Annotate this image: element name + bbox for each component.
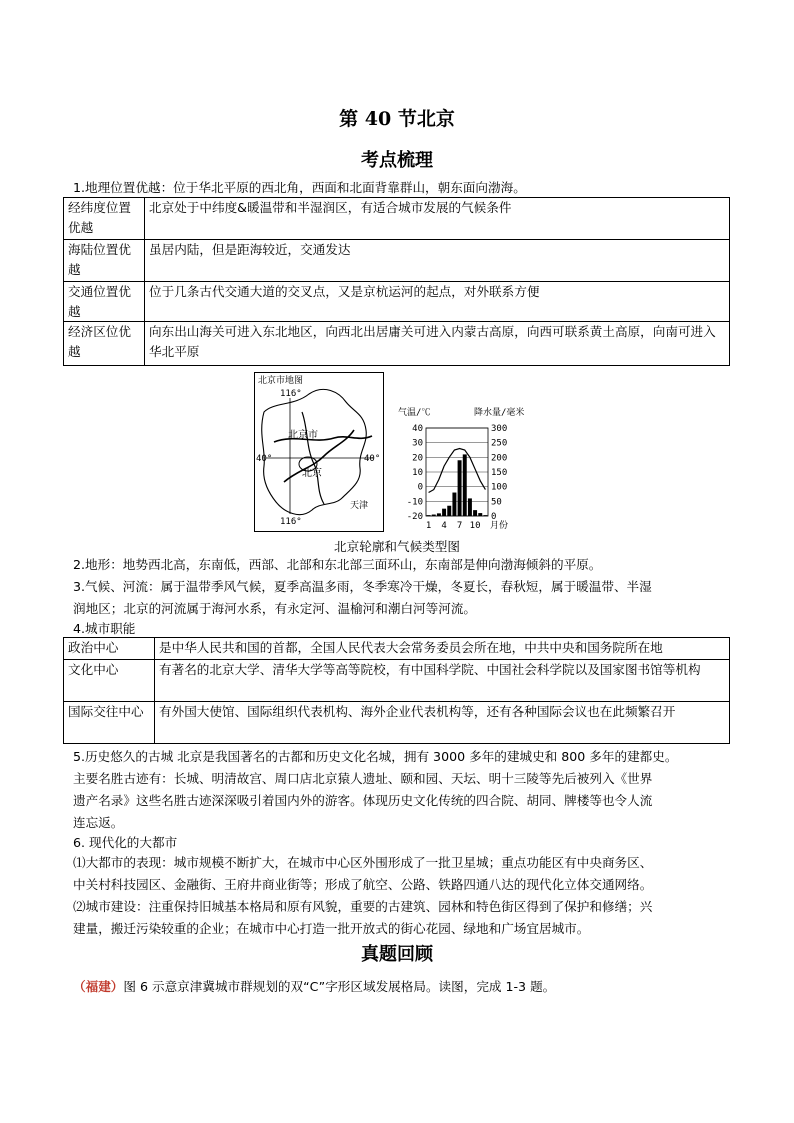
table-cell-value: 有著名的北京大学、清华大学等高等院校，有中国科学院、中国社会科学院以及国家图书馆等机构	[155, 660, 730, 702]
table-cell-key: 经纬度位置优越	[64, 198, 145, 240]
precip-tick-label: 300	[491, 424, 508, 434]
table-row	[64, 638, 730, 660]
map-city-label-2: 北京	[302, 468, 322, 479]
function-table	[63, 637, 730, 744]
item-6-line-1: ⑴大都市的表现：城市规模不断扩大，在城市中心区外围形成了一批卫星城；重点功能区有中央商务区、	[73, 855, 653, 870]
map-lat-left: 40°	[256, 454, 273, 464]
table-cell-key: 政治中心	[64, 638, 155, 660]
item-6-line-3: ⑵城市建设：注重保持旧城基本格局和原有风貌，重要的古建筑、园林和特色街区得到了保护和修缮；兴	[73, 899, 653, 914]
table-row	[64, 322, 730, 366]
precip-bar	[432, 515, 436, 516]
temp-tick-label: -10	[406, 497, 423, 508]
item-2: 2.地形：地势西北高，东南低，西部、北部和东北部三面环山，东南部是伸向渤海倾斜的平原。	[73, 557, 602, 572]
month-tick-label: 7	[456, 521, 463, 531]
month-tick-label: 1	[425, 521, 432, 531]
question-text: 图 6 示意京津冀城市群规划的双“C”字形区域发展格局。读图，完成 1-3 题。	[123, 979, 556, 994]
temp-tick-label: 40	[412, 424, 423, 434]
item-3-line-1: 3.气候、河流：属于温带季风气候，夏季高温多雨，冬季寒冷干燥，冬夏长，春秋短，属于暖温带、半湿	[73, 579, 652, 594]
precip-tick-label: 50	[491, 497, 502, 508]
precip-bar	[447, 506, 451, 516]
table-cell-key: 国际交往中心	[64, 702, 155, 744]
precip-bar	[458, 460, 462, 516]
map-title: 北京市地图	[258, 376, 304, 386]
map-lon-bottom: 116°	[280, 517, 302, 527]
figure-caption: 北京轮廓和气候类型图	[334, 539, 460, 554]
temp-tick-label: 0	[417, 482, 423, 493]
item-1: 1.地理位置优越：位于华北平原的西北角，西面和北面背靠群山，朝东面向渤海。	[73, 180, 526, 195]
month-axis-label: 月份	[490, 521, 509, 531]
section-heading-questions: 真题回顾	[361, 944, 433, 965]
page-title: 第 40 节北京	[339, 108, 455, 130]
precip-bar	[468, 498, 472, 516]
item-6-line-2: 中关村科技园区、金融街、王府井商业街等；形成了航空、公路、铁路四通八达的现代化立体交通网络。	[73, 877, 653, 892]
precip-bar	[437, 513, 441, 516]
precip-axis-label: 降水量/毫米	[474, 408, 525, 418]
precip-tick-label: 0	[491, 512, 497, 522]
precip-bar	[452, 493, 456, 516]
question-intro	[73, 976, 733, 998]
item-5-line-3: 遗产名录》这些名胜古迹深深吸引着国内外的游客。体现历史文化传统的四合院、胡同、牌楼等也令人流	[73, 793, 653, 808]
table-row	[64, 282, 730, 322]
temp-line	[429, 449, 486, 493]
table-cell-value: 是中华人民共和国的首都，全国人民代表大会常务委员会所在地，中共中央和国务院所在地	[155, 638, 730, 660]
precip-bar	[442, 509, 446, 516]
precip-tick-label: 100	[491, 482, 508, 493]
question-source: （福建）	[73, 979, 124, 994]
location-table	[63, 197, 730, 366]
temp-tick-label: 10	[412, 468, 423, 478]
map-tianjin-label: 天津	[350, 501, 369, 511]
item-6: 6. 现代化的大都市	[73, 835, 178, 850]
table-cell-value: 向东出山海关可进入东北地区，向西北出居庸关可进入内蒙古高原，向西可联系黄土高原，向南可进入华北平原	[145, 322, 730, 366]
table-row	[64, 198, 730, 240]
temp-axis-label: 气温/℃	[398, 408, 431, 418]
map-city-label: 北京市	[288, 430, 318, 441]
table-row	[64, 660, 730, 702]
item-6-line-4: 建量，搬迁污染较重的企业；在城市中心打造一批开放式的街心花园、绿地和广场宜居城市。	[73, 921, 590, 936]
temp-tick-label: 20	[412, 453, 423, 464]
temp-tick-label: 30	[412, 438, 423, 449]
table-cell-value: 虽居内陆，但是距海较近，交通发达	[145, 240, 730, 282]
precip-bar	[478, 513, 482, 516]
table-cell-value: 北京处于中纬度&暖温带和半湿润区，有适合城市发展的气候条件	[145, 198, 730, 240]
table-cell-key: 文化中心	[64, 660, 155, 702]
item-3-line-2: 润地区；北京的河流属于海河水系，有永定河、温榆河和潮白河等河流。	[73, 601, 476, 616]
precip-bar	[427, 515, 431, 516]
table-row	[64, 702, 730, 744]
precip-bar	[483, 515, 487, 516]
precip-tick-label: 200	[491, 453, 508, 464]
table-cell-key: 海陆位置优越	[64, 240, 145, 282]
map-lon-top: 116°	[280, 389, 302, 399]
month-tick-label: 10	[469, 521, 481, 531]
item-5-line-4: 连忘返。	[73, 815, 124, 830]
section-heading-review: 考点梳理	[361, 150, 433, 171]
map-lat-right: 40°	[364, 454, 381, 464]
table-cell-key: 交通位置优越	[64, 282, 145, 322]
temp-tick-label: -20	[406, 512, 423, 522]
table-cell-value: 有外国大使馆、国际组织代表机构、海外企业代表机构等，还有各种国际会议也在此频繁召开	[155, 702, 730, 744]
item-5-line-2: 主要名胜古迹有：长城、明清故宫、周口店北京猿人遗址、颐和园、天坛、明十三陵等先后被列入《世界	[73, 771, 653, 786]
precip-tick-label: 250	[491, 438, 508, 449]
item-4: 4.城市职能	[73, 621, 136, 636]
precip-bar	[473, 510, 477, 516]
climate-chart	[396, 404, 530, 532]
beijing-map	[254, 372, 384, 532]
table-row	[64, 240, 730, 282]
table-cell-key: 经济区位优越	[64, 322, 145, 366]
precip-tick-label: 150	[491, 468, 508, 478]
table-cell-value: 位于几条古代交通大道的交叉点，又是京杭运河的起点，对外联系方便	[145, 282, 730, 322]
precip-bar	[463, 454, 467, 516]
item-5-line-1: 5.历史悠久的古城 北京是我国著名的古都和历史文化名城，拥有 3000 多年的建城史和 800 多年的建都史。	[73, 749, 678, 764]
month-tick-label: 4	[441, 521, 447, 531]
